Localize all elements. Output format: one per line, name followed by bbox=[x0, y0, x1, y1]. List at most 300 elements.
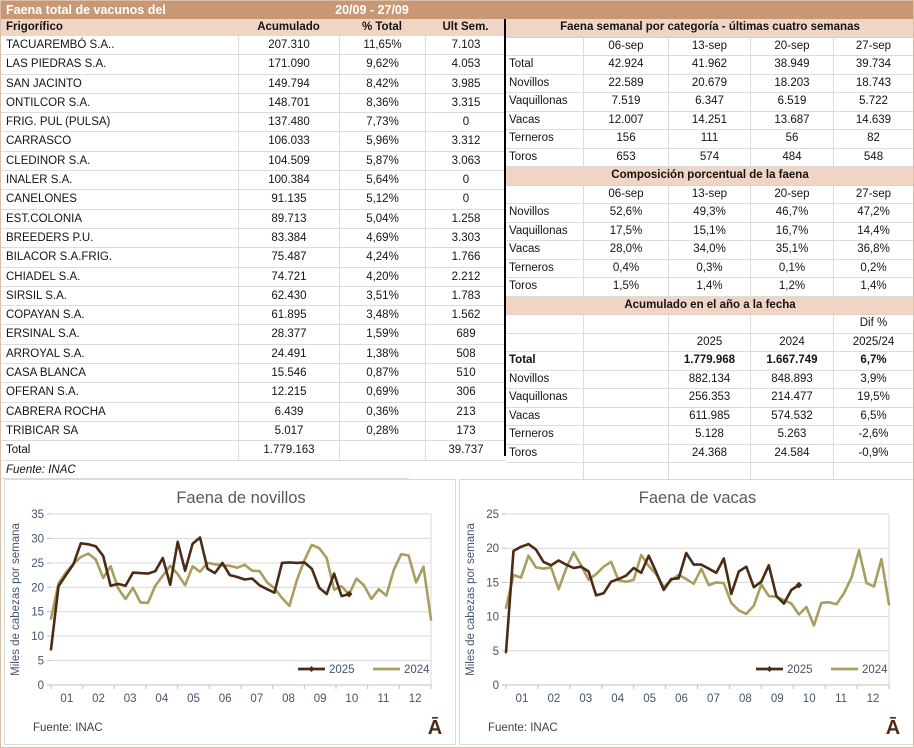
svg-text:25: 25 bbox=[486, 509, 499, 521]
value-cell: 5.722 bbox=[834, 93, 914, 111]
value-cell: 2025/24 bbox=[834, 334, 914, 352]
table-row bbox=[1, 364, 506, 383]
value-cell: 27-sep bbox=[834, 186, 914, 204]
acumulado-value: 62.430 bbox=[238, 287, 339, 305]
value-cell: 1,5% bbox=[584, 278, 669, 296]
ult-sem-value: 0 bbox=[425, 113, 506, 131]
category-label: Terneros bbox=[506, 426, 584, 444]
category-label: Novillos bbox=[506, 204, 584, 222]
pct-total-value: 5,96% bbox=[339, 132, 425, 150]
category-label bbox=[506, 38, 584, 56]
svg-text:30: 30 bbox=[31, 533, 44, 546]
category-label: Terneros bbox=[506, 130, 584, 148]
acumulado-value: 106.033 bbox=[238, 132, 339, 150]
value-cell bbox=[584, 371, 669, 389]
value-cell: 41.962 bbox=[669, 56, 751, 74]
category-label: Vaquillonas bbox=[506, 93, 584, 111]
ytd-year-header-row bbox=[506, 334, 914, 353]
pct-total-value: 8,42% bbox=[339, 75, 425, 93]
legend-label-2025: 2025 bbox=[329, 664, 355, 676]
col-header-frigorifico: Frigorífico bbox=[6, 21, 63, 33]
acumulado-value: 149.794 bbox=[238, 75, 339, 93]
ult-sem-value: 173 bbox=[425, 422, 506, 440]
value-cell: 6,7% bbox=[834, 352, 914, 370]
weekly-row bbox=[506, 112, 914, 131]
chart-title: Faena de vacas bbox=[638, 489, 757, 507]
value-cell bbox=[584, 463, 669, 481]
value-cell: 0,2% bbox=[834, 260, 914, 278]
series-line-2024 bbox=[506, 550, 889, 625]
value-cell bbox=[669, 463, 751, 481]
pct-total-value: 7,73% bbox=[339, 113, 425, 131]
value-cell bbox=[584, 334, 669, 352]
chart-faena-novillos bbox=[4, 479, 456, 745]
value-cell: 52,6% bbox=[584, 204, 669, 222]
pct-total-value: 1,38% bbox=[339, 345, 425, 363]
pct-total-value: 0,36% bbox=[339, 403, 425, 421]
svg-text:02: 02 bbox=[92, 693, 105, 705]
value-cell: 38.949 bbox=[751, 56, 834, 74]
value-cell: 111 bbox=[669, 130, 751, 148]
value-cell: 7.519 bbox=[584, 93, 669, 111]
value-cell: 17,5% bbox=[584, 223, 669, 241]
ytd-dif-header-row bbox=[506, 315, 914, 334]
composition-row bbox=[506, 223, 914, 242]
frigorifico-name: CABRERA ROCHA bbox=[6, 405, 106, 418]
ult-sem-value: 3.985 bbox=[425, 75, 506, 93]
frigorifico-name: Total bbox=[6, 444, 31, 457]
acumulado-value: 61.895 bbox=[238, 306, 339, 324]
weekly-table-title: Faena semanal por categoría - últimas cuatro semanas bbox=[506, 19, 914, 38]
acumulado-value: 6.439 bbox=[238, 403, 339, 421]
category-label: Toros bbox=[506, 445, 584, 463]
frigorifico-name: TACUAREMBÓ S.A.. bbox=[6, 39, 115, 51]
acumulado-value: 137.480 bbox=[238, 113, 339, 131]
svg-text:5: 5 bbox=[37, 655, 44, 668]
value-cell: 2025 bbox=[669, 334, 751, 352]
value-cell: 611.985 bbox=[669, 408, 751, 426]
value-cell: 24.368 bbox=[669, 445, 751, 463]
value-cell: 35,1% bbox=[751, 241, 834, 259]
svg-text:04: 04 bbox=[611, 693, 625, 705]
ult-sem-value: 4.053 bbox=[425, 55, 506, 73]
value-cell: 2024 bbox=[751, 334, 834, 352]
value-cell: 548 bbox=[834, 149, 914, 167]
page-title: Faena total de vacunos del bbox=[6, 3, 166, 17]
frigorifico-name: INALER S.A. bbox=[6, 174, 73, 187]
pct-total-value: 0,87% bbox=[339, 364, 425, 382]
value-cell: 22.589 bbox=[584, 75, 669, 93]
value-cell: 13-sep bbox=[669, 38, 751, 56]
table-row bbox=[1, 383, 506, 402]
acumulado-value: 75.487 bbox=[238, 248, 339, 266]
value-cell: 20.679 bbox=[669, 75, 751, 93]
y-axis-label: Miles de cabezas por semana bbox=[465, 523, 477, 676]
pct-total-value: 5,12% bbox=[339, 190, 425, 208]
svg-text:03: 03 bbox=[579, 693, 593, 705]
ult-sem-value: 3.315 bbox=[425, 94, 506, 112]
chart-source-note: Fuente: INAC bbox=[488, 722, 558, 734]
composition-row bbox=[506, 260, 914, 279]
svg-text:03: 03 bbox=[123, 693, 137, 705]
frigorifico-name: CARRASCO bbox=[6, 135, 72, 148]
weekly-row bbox=[506, 130, 914, 149]
composition-row bbox=[506, 204, 914, 223]
ult-sem-value: 508 bbox=[425, 345, 506, 363]
value-cell: 0,1% bbox=[751, 260, 834, 278]
value-cell: 848.893 bbox=[751, 371, 834, 389]
value-cell: 42.924 bbox=[584, 56, 669, 74]
frigorifico-name: ERSINAL S.A. bbox=[6, 328, 80, 341]
acumulado-value: 24.491 bbox=[238, 345, 339, 363]
legend-label-2024: 2024 bbox=[404, 664, 430, 676]
value-cell: 574 bbox=[669, 149, 751, 167]
title-bar bbox=[1, 1, 914, 19]
value-cell: 18.203 bbox=[751, 75, 834, 93]
frigorifico-name: TRIBICAR SA bbox=[6, 424, 79, 437]
value-cell: 214.477 bbox=[751, 389, 834, 407]
frigorifico-name: COPAYAN S.A. bbox=[6, 309, 85, 322]
value-cell: 28,0% bbox=[584, 241, 669, 259]
value-cell: 20-sep bbox=[751, 186, 834, 204]
ytd-row bbox=[506, 389, 914, 408]
acumulado-value: 100.384 bbox=[238, 171, 339, 189]
acumulado-value: 5.017 bbox=[238, 422, 339, 440]
category-label: Vaquillonas bbox=[506, 389, 584, 407]
category-tables bbox=[506, 19, 914, 482]
frigorifico-name: ONTILCOR S.A. bbox=[6, 96, 91, 109]
acumulado-value: 15.546 bbox=[238, 364, 339, 382]
composition-table-title: Composición porcentual de la faena bbox=[506, 167, 914, 186]
col-header-pct-total: % Total bbox=[361, 21, 403, 33]
corner-glyph: Ā bbox=[885, 717, 901, 739]
table-row bbox=[1, 75, 506, 94]
svg-text:11: 11 bbox=[835, 693, 848, 705]
ult-sem-value: 3.312 bbox=[425, 132, 506, 150]
pct-total-value: 5,64% bbox=[339, 171, 425, 189]
value-cell: 574.532 bbox=[751, 408, 834, 426]
value-cell: 14,4% bbox=[834, 223, 914, 241]
ult-sem-value: 1.783 bbox=[425, 287, 506, 305]
ytd-row bbox=[506, 426, 914, 445]
pct-total-value: 9,62% bbox=[339, 55, 425, 73]
frigorifico-name: CANELONES bbox=[6, 193, 77, 206]
table-row bbox=[1, 171, 506, 190]
ytd-row bbox=[506, 352, 914, 371]
value-cell: 46,7% bbox=[751, 204, 834, 222]
weekly-row bbox=[506, 56, 914, 75]
table-row bbox=[1, 210, 506, 229]
svg-text:01: 01 bbox=[515, 693, 529, 705]
acumulado-value: 104.509 bbox=[238, 152, 339, 170]
frigorifico-name: CLEDINOR S.A. bbox=[6, 154, 91, 167]
ult-sem-value: 306 bbox=[425, 383, 506, 401]
svg-text:5: 5 bbox=[492, 645, 499, 658]
faena-vacas-svg bbox=[460, 480, 913, 744]
category-label: Total bbox=[506, 56, 584, 74]
value-cell: 20-sep bbox=[751, 38, 834, 56]
table-row bbox=[1, 190, 506, 209]
value-cell: 484 bbox=[751, 149, 834, 167]
value-cell: 06-sep bbox=[584, 38, 669, 56]
value-cell: 13-sep bbox=[669, 186, 751, 204]
legend-label-2024: 2024 bbox=[862, 664, 888, 676]
value-cell: 5.128 bbox=[669, 426, 751, 444]
pct-total-value: 4,69% bbox=[339, 229, 425, 247]
category-label bbox=[506, 315, 584, 333]
faena-novillos-svg bbox=[5, 480, 455, 744]
pct-total-value: 3,51% bbox=[339, 287, 425, 305]
acumulado-value: 89.713 bbox=[238, 210, 339, 228]
value-cell: 13.687 bbox=[751, 112, 834, 130]
value-cell: 14.639 bbox=[834, 112, 914, 130]
value-cell bbox=[584, 445, 669, 463]
category-label: Vacas bbox=[506, 241, 584, 259]
ytd-row bbox=[506, 408, 914, 427]
svg-text:10: 10 bbox=[31, 631, 44, 644]
svg-text:08: 08 bbox=[282, 693, 295, 705]
value-cell: -2,6% bbox=[834, 426, 914, 444]
value-cell: -0,9% bbox=[834, 445, 914, 463]
acumulado-value: 171.090 bbox=[238, 55, 339, 73]
frigorifico-name: SAN JACINTO bbox=[6, 77, 82, 90]
svg-text:05: 05 bbox=[643, 693, 657, 705]
svg-text:12: 12 bbox=[866, 693, 880, 705]
svg-text:02: 02 bbox=[547, 693, 561, 705]
ult-sem-value: 1.766 bbox=[425, 248, 506, 266]
ult-sem-value: 7.103 bbox=[425, 36, 506, 54]
svg-text:01: 01 bbox=[60, 693, 74, 705]
ult-sem-value: 213 bbox=[425, 403, 506, 421]
pct-total-value: 5,87% bbox=[339, 152, 425, 170]
value-cell bbox=[751, 315, 834, 333]
series-line-2025 bbox=[51, 538, 349, 650]
acumulado-value: 74.721 bbox=[238, 268, 339, 286]
acumulado-value: 12.215 bbox=[238, 383, 339, 401]
composition-row bbox=[506, 278, 914, 297]
value-cell: 82 bbox=[834, 130, 914, 148]
category-label: Toros bbox=[506, 278, 584, 296]
table-row bbox=[1, 268, 506, 287]
svg-text:25: 25 bbox=[31, 557, 44, 570]
category-label bbox=[506, 186, 584, 204]
svg-text:08: 08 bbox=[738, 693, 752, 705]
weekly-row bbox=[506, 93, 914, 112]
frigorifico-name: OFERAN S.A. bbox=[6, 386, 79, 399]
value-cell: 06-sep bbox=[584, 186, 669, 204]
ult-sem-value: 39.737 bbox=[425, 441, 506, 459]
svg-text:0: 0 bbox=[492, 680, 499, 692]
table-row bbox=[1, 152, 506, 171]
frigorifico-name: LAS PIEDRAS S.A. bbox=[6, 58, 107, 71]
value-cell: 34,0% bbox=[669, 241, 751, 259]
acumulado-value: 83.384 bbox=[238, 229, 339, 247]
table-row bbox=[1, 325, 506, 344]
weekly-row bbox=[506, 75, 914, 94]
ult-sem-value: 3.063 bbox=[425, 152, 506, 170]
ult-sem-value: 1.258 bbox=[425, 210, 506, 228]
ult-sem-value: 0 bbox=[425, 190, 506, 208]
pct-total-value: 1,59% bbox=[339, 325, 425, 343]
pct-total-value: 4,24% bbox=[339, 248, 425, 266]
svg-text:12: 12 bbox=[408, 693, 422, 705]
col-header-ult-sem: Ult Sem. bbox=[442, 21, 489, 33]
value-cell: 47,2% bbox=[834, 204, 914, 222]
corner-glyph: Ā bbox=[427, 717, 443, 739]
ult-sem-value: 2.212 bbox=[425, 268, 506, 286]
svg-text:06: 06 bbox=[675, 693, 688, 705]
weekly-row bbox=[506, 149, 914, 168]
table-row bbox=[1, 287, 506, 306]
value-cell: 6.347 bbox=[669, 93, 751, 111]
value-cell: 6.519 bbox=[751, 93, 834, 111]
svg-text:09: 09 bbox=[770, 693, 784, 705]
table-row bbox=[1, 248, 506, 267]
value-cell: 653 bbox=[584, 149, 669, 167]
acumulado-value: 28.377 bbox=[238, 325, 339, 343]
ult-sem-value: 3.303 bbox=[425, 229, 506, 247]
value-cell: 16,7% bbox=[751, 223, 834, 241]
svg-text:15: 15 bbox=[31, 606, 44, 619]
category-label: Total bbox=[506, 352, 584, 370]
frigorificos-table bbox=[1, 19, 506, 479]
table-row bbox=[1, 113, 506, 132]
value-cell: 36,8% bbox=[834, 241, 914, 259]
pct-total-value: 0,28% bbox=[339, 422, 425, 440]
value-cell bbox=[751, 463, 834, 481]
category-label: Vacas bbox=[506, 408, 584, 426]
composition-row bbox=[506, 241, 914, 260]
value-cell: 1.779.968 bbox=[669, 352, 751, 370]
pct-total-value: 8,36% bbox=[339, 94, 425, 112]
svg-text:11: 11 bbox=[377, 693, 390, 705]
series-line-2024 bbox=[51, 545, 431, 620]
svg-text:10: 10 bbox=[345, 693, 359, 705]
svg-text:35: 35 bbox=[31, 509, 44, 521]
weekly-date-header-row bbox=[506, 38, 914, 57]
frigorifico-name: CASA BLANCA bbox=[6, 367, 86, 380]
total-row bbox=[1, 441, 506, 460]
category-label: Terneros bbox=[506, 260, 584, 278]
legend-label-2025: 2025 bbox=[787, 664, 813, 676]
value-cell: 882.134 bbox=[669, 371, 751, 389]
value-cell: 156 bbox=[584, 130, 669, 148]
pct-total-value bbox=[339, 441, 425, 459]
value-cell: 56 bbox=[751, 130, 834, 148]
category-label: Vacas bbox=[506, 112, 584, 130]
svg-text:05: 05 bbox=[187, 693, 200, 705]
acumulado-value: 148.701 bbox=[238, 94, 339, 112]
table-row bbox=[1, 132, 506, 151]
svg-text:07: 07 bbox=[707, 693, 720, 705]
table-row bbox=[1, 422, 506, 441]
table-row bbox=[1, 94, 506, 113]
table-row bbox=[1, 403, 506, 422]
value-cell bbox=[584, 352, 669, 370]
value-cell: 1,2% bbox=[751, 278, 834, 296]
value-cell: 0,3% bbox=[669, 260, 751, 278]
table-row bbox=[1, 306, 506, 325]
ult-sem-value: 1.562 bbox=[425, 306, 506, 324]
chart-source-note: Fuente: INAC bbox=[33, 722, 103, 734]
category-label: Toros bbox=[506, 149, 584, 167]
table-row bbox=[1, 55, 506, 74]
table-row bbox=[1, 36, 506, 55]
svg-text:10: 10 bbox=[802, 693, 816, 705]
value-cell: 0,4% bbox=[584, 260, 669, 278]
value-cell: 1,4% bbox=[834, 278, 914, 296]
value-cell bbox=[669, 315, 751, 333]
ult-sem-value: 510 bbox=[425, 364, 506, 382]
value-cell bbox=[584, 315, 669, 333]
value-cell bbox=[584, 408, 669, 426]
chart-faena-vacas bbox=[459, 479, 914, 745]
ytd-table-title: Acumulado en el año a la fecha bbox=[506, 297, 914, 316]
pct-total-value: 4,20% bbox=[339, 268, 425, 286]
ytd-row bbox=[506, 445, 914, 464]
table-divider bbox=[504, 19, 506, 456]
composition-date-header-row bbox=[506, 186, 914, 205]
pct-total-value: 5,04% bbox=[339, 210, 425, 228]
svg-text:04: 04 bbox=[155, 693, 169, 705]
category-label: Novillos bbox=[506, 371, 584, 389]
acumulado-value: 1.779.163 bbox=[238, 441, 339, 459]
value-cell: 6,5% bbox=[834, 408, 914, 426]
acumulado-value: 207.310 bbox=[238, 36, 339, 54]
value-cell: 12.007 bbox=[584, 112, 669, 130]
frigorifico-name: ARROYAL S.A. bbox=[6, 347, 85, 360]
value-cell: 15,1% bbox=[669, 223, 751, 241]
ult-sem-value: 0 bbox=[425, 171, 506, 189]
value-cell bbox=[834, 463, 914, 481]
svg-text:07: 07 bbox=[250, 693, 264, 705]
value-cell: 5.263 bbox=[751, 426, 834, 444]
frigorifico-name: EST.COLONIA bbox=[6, 212, 83, 225]
frigorifico-name: BILACOR S.A.FRIG. bbox=[6, 251, 113, 264]
table-row bbox=[1, 229, 506, 248]
value-cell: 1,4% bbox=[669, 278, 751, 296]
source-note: Fuente: INAC bbox=[1, 461, 409, 479]
value-cell: 18.743 bbox=[834, 75, 914, 93]
pct-total-value: 11,65% bbox=[339, 36, 425, 54]
svg-text:06: 06 bbox=[218, 693, 232, 705]
frigorifico-name: CHIADEL S.A. bbox=[6, 270, 81, 283]
table-row bbox=[1, 345, 506, 364]
category-label: Novillos bbox=[506, 75, 584, 93]
value-cell: 19,5% bbox=[834, 389, 914, 407]
svg-text:20: 20 bbox=[31, 582, 44, 595]
value-cell: Dif % bbox=[834, 315, 914, 333]
frigorificos-header-row bbox=[1, 19, 506, 36]
value-cell: 49,3% bbox=[669, 204, 751, 222]
ytd-row bbox=[506, 371, 914, 390]
col-header-acumulado: Acumulado bbox=[257, 21, 320, 33]
value-cell: 27-sep bbox=[834, 38, 914, 56]
category-label: Vaquillonas bbox=[506, 223, 584, 241]
pct-total-value: 3,48% bbox=[339, 306, 425, 324]
acumulado-value: 91.135 bbox=[238, 190, 339, 208]
y-axis-label: Miles de cabezas por semana bbox=[10, 523, 22, 676]
value-cell: 1.667.749 bbox=[751, 352, 834, 370]
pct-total-value: 0,69% bbox=[339, 383, 425, 401]
svg-text:20: 20 bbox=[486, 543, 499, 556]
value-cell bbox=[584, 389, 669, 407]
value-cell: 24.584 bbox=[751, 445, 834, 463]
frigorifico-name: SIRSIL S.A. bbox=[6, 289, 67, 302]
svg-text:15: 15 bbox=[486, 577, 499, 590]
frigorifico-name: FRIG. PUL (PULSA) bbox=[6, 116, 111, 129]
category-label bbox=[506, 334, 584, 352]
